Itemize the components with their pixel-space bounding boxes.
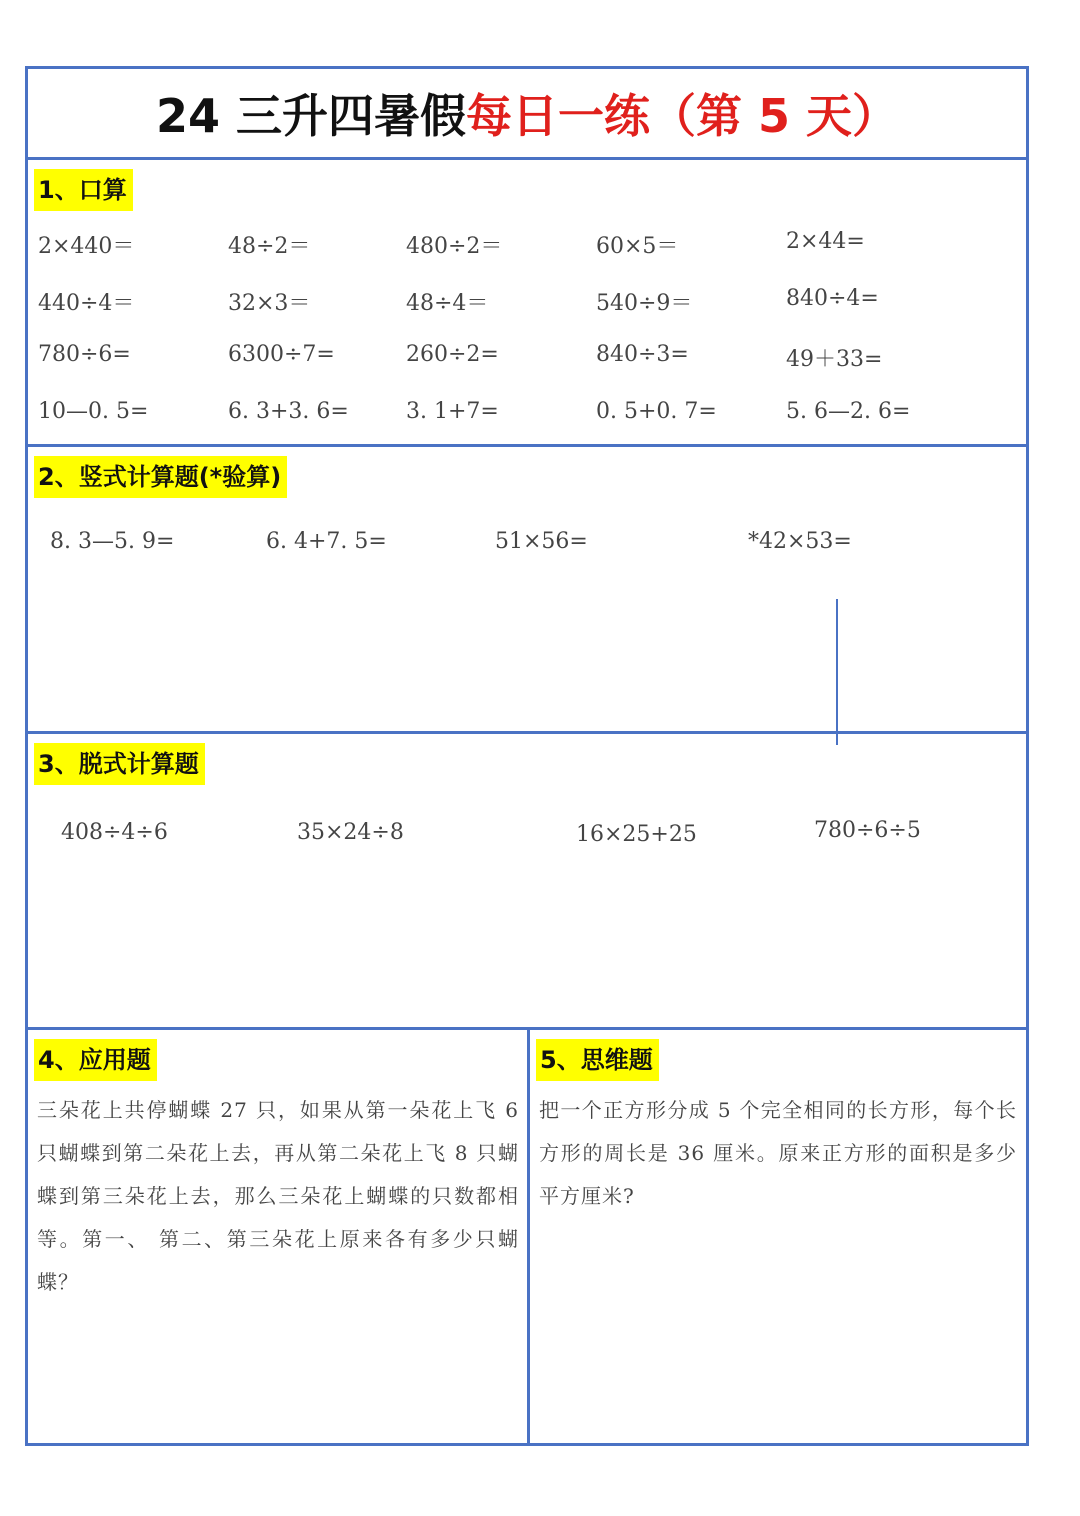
step-calc-item-3: 16×25+25: [576, 822, 697, 847]
mental-math-item: 3. 1+7=: [406, 399, 499, 424]
mental-math-item: 480÷2＝: [406, 234, 503, 259]
mental-math-item: 540÷9＝: [596, 291, 693, 316]
section4-heading: 4、应用题: [34, 1039, 157, 1081]
section5-heading: 5、思维题: [536, 1039, 659, 1081]
mental-math-item: 2×440＝: [38, 234, 135, 259]
divider-section2: [28, 731, 1026, 734]
mental-math-item: 2×44=: [786, 229, 865, 254]
mental-math-item: 6. 3+3. 6=: [228, 399, 349, 424]
step-calc-item-1: 408÷4÷6: [61, 820, 168, 845]
mental-math-item: 60×5＝: [596, 234, 679, 259]
step-calc-item-2: 35×24÷8: [297, 820, 404, 845]
mental-math-item: 32×3＝: [228, 291, 311, 316]
mental-math-item: 5. 6—2. 6=: [786, 399, 911, 424]
section2-heading: 2、竖式计算题(*验算): [34, 456, 287, 498]
word-problem-text: 三朵花上共停蝴蝶 27 只，如果从第一朵花上飞 6 只蝴蝶到第二朵花上去，再从第二朵花上飞 8 只蝴蝶到第三朵花上去，那么三朵花上蝴蝶的只数都相等。第一、 第二、第三朵花上原来各有多少只蝴蝶？: [37, 1098, 519, 1294]
divider-section1: [28, 444, 1026, 447]
mental-math-item: 0. 5+0. 7=: [596, 399, 717, 424]
worksheet-frame: [25, 66, 1029, 1446]
worksheet-title: [28, 69, 1026, 157]
vertical-calc-item-3: 51×56=: [495, 529, 588, 554]
vertical-calc-item-2: 6. 4+7. 5=: [266, 529, 387, 554]
mental-math-item: 260÷2=: [406, 342, 499, 367]
mental-math-item: 780÷6=: [38, 342, 131, 367]
divider-vertical: [527, 1027, 530, 1443]
mental-math-item: 48÷4＝: [406, 291, 489, 316]
step-calc-item-4: 780÷6÷5: [814, 818, 921, 843]
mental-math-item: 440÷4＝: [38, 291, 135, 316]
section3-heading: 3、脱式计算题: [34, 743, 205, 785]
divider-title: [28, 157, 1026, 160]
mental-math-item: 10—0. 5=: [38, 399, 149, 424]
mental-math-item: 48÷2＝: [228, 234, 311, 259]
vertical-calc-item-4: *42×53=: [748, 529, 852, 554]
title-highlight: 每日一练（第 5 天）: [465, 89, 899, 143]
vertical-calc-item-1: 8. 3—5. 9=: [50, 529, 175, 554]
work-area-line: [836, 599, 838, 745]
mental-math-item: 840÷4=: [786, 286, 879, 311]
mental-math-item: 6300÷7=: [228, 342, 335, 367]
section1-heading: 1、口算: [34, 169, 133, 211]
title-prefix: 24 三升四暑假: [155, 89, 466, 143]
mental-math-item: 49＋33=: [786, 347, 883, 372]
thinking-problem-text: 把一个正方形分成 5 个完全相同的长方形，每个长方形的周长是 36 厘米。原来正方形的面积是多少平方厘米?: [539, 1098, 1017, 1208]
mental-math-item: 840÷3=: [596, 342, 689, 367]
